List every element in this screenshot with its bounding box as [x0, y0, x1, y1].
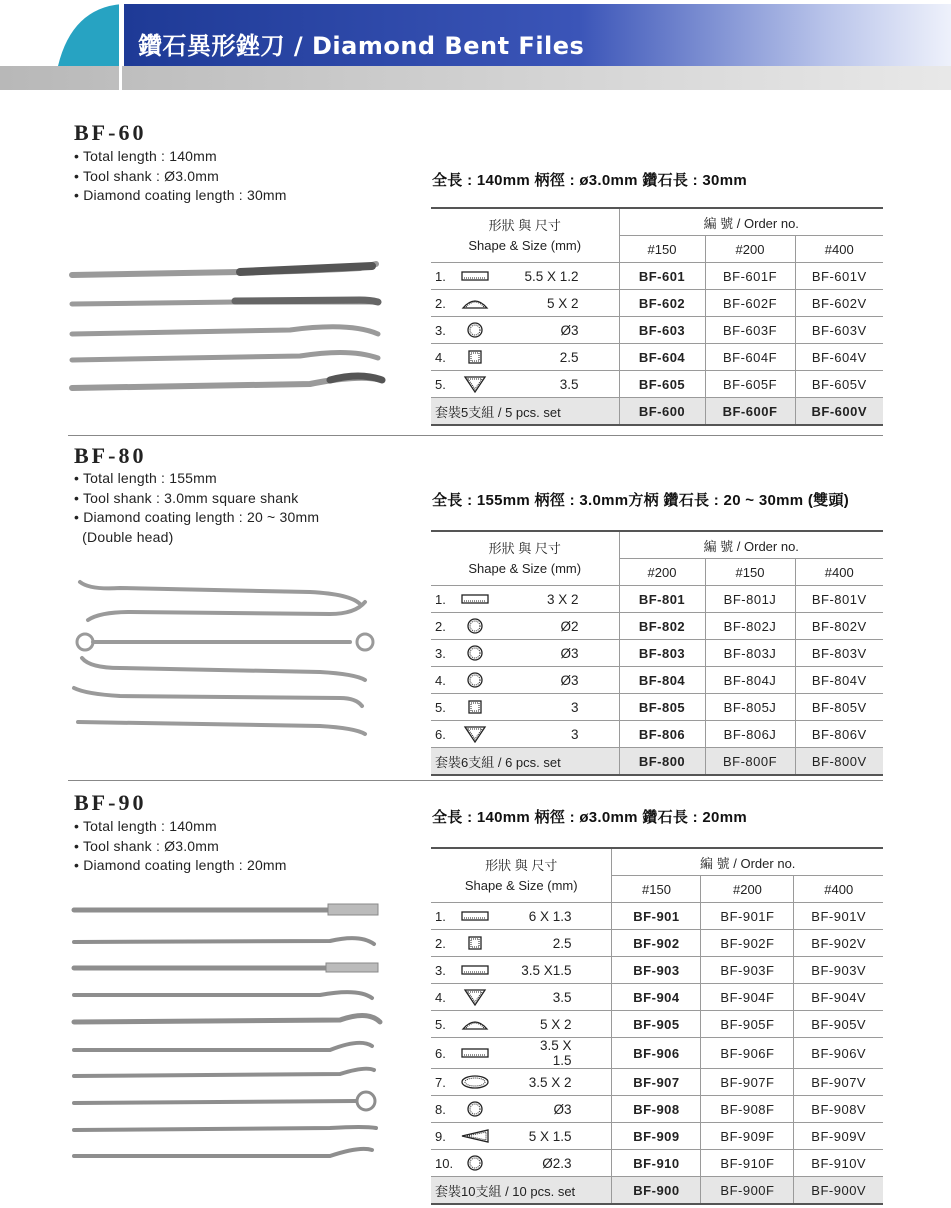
row-number: 2.	[431, 613, 459, 640]
table-body	[431, 263, 883, 426]
set-label: 套裝5支組 / 5 pcs. set	[431, 398, 619, 426]
order-code: BF-806J	[705, 721, 795, 748]
size-value: Ø3	[519, 317, 619, 344]
table-row	[431, 1011, 883, 1038]
order-code: BF-605V	[795, 371, 883, 398]
shape-icon-cell	[459, 721, 519, 748]
size-value: 2.5	[518, 930, 612, 957]
order-code: BF-601V	[795, 263, 883, 290]
grit-header: #200	[619, 559, 705, 586]
size-value: Ø2	[519, 613, 619, 640]
set-order-code: BF-800F	[705, 748, 795, 776]
size-value: 3	[519, 694, 619, 721]
table-row	[431, 1069, 883, 1096]
shape-icon-cell	[459, 984, 519, 1011]
order-code: BF-905F	[701, 1011, 794, 1038]
spec-item: • Tool shank : 3.0mm square shank	[74, 489, 299, 506]
spec-item: • Tool shank : Ø3.0mm	[74, 167, 220, 184]
section-divider	[68, 780, 883, 781]
table-row	[431, 694, 883, 721]
order-code: BF-602	[619, 290, 705, 317]
order-code: BF-806V	[795, 721, 883, 748]
order-code: BF-904F	[701, 984, 794, 1011]
table-row	[431, 1123, 883, 1150]
row-number: 2.	[431, 290, 459, 317]
shape-icon-cell	[459, 290, 519, 317]
half-round-shape-icon	[459, 294, 491, 312]
order-code: BF-902F	[701, 930, 794, 957]
spec-list	[74, 817, 287, 876]
order-code: BF-804V	[795, 667, 883, 694]
size-value: 3.5	[518, 984, 612, 1011]
rectangle-shape-icon	[459, 961, 491, 979]
table-row	[431, 640, 883, 667]
order-code: BF-905V	[794, 1011, 883, 1038]
shape-icon-cell	[459, 586, 519, 613]
table-body	[431, 586, 883, 776]
order-code: BF-901F	[701, 903, 794, 930]
triangle-shape-icon	[459, 988, 491, 1006]
shape-size-header	[431, 208, 619, 263]
section-divider	[68, 435, 883, 436]
row-number: 8.	[431, 1096, 459, 1123]
order-code: BF-904	[612, 984, 701, 1011]
order-table-bf-60	[431, 207, 883, 426]
row-number: 3.	[431, 957, 459, 984]
shape-icon-cell	[459, 1123, 519, 1150]
row-number: 7.	[431, 1069, 459, 1096]
row-number: 1.	[431, 263, 459, 290]
square-shape-icon	[459, 934, 491, 952]
order-code: BF-901V	[794, 903, 883, 930]
grit-header: #200	[701, 876, 794, 903]
set-order-code: BF-900	[612, 1177, 701, 1205]
section-title: BF-60	[74, 120, 147, 145]
shape-icon-cell	[459, 344, 519, 371]
row-number: 3.	[431, 640, 459, 667]
order-code: BF-906V	[794, 1038, 883, 1069]
set-label: 套裝6支組 / 6 pcs. set	[431, 748, 619, 776]
order-code: BF-803	[619, 640, 705, 667]
tool-illustration-bf-80	[60, 570, 390, 740]
shape-icon-cell	[459, 613, 519, 640]
round-shape-icon	[459, 617, 491, 635]
knife-shape-icon	[459, 1127, 491, 1145]
bent-files-image	[60, 250, 390, 410]
row-number: 5.	[431, 694, 459, 721]
shape-size-header-cn: 形狀 與 尺寸	[485, 857, 558, 873]
table-row	[431, 263, 883, 290]
order-code: BF-902V	[794, 930, 883, 957]
order-table-bf-90	[431, 847, 883, 1205]
order-code: BF-907	[612, 1069, 701, 1096]
order-code: BF-905	[612, 1011, 701, 1038]
set-row	[431, 398, 883, 426]
row-number: 1.	[431, 586, 459, 613]
shape-icon-cell	[459, 263, 519, 290]
shape-icon-cell	[459, 957, 519, 984]
shape-icon-cell	[459, 640, 519, 667]
tool-illustration-bf-90	[60, 898, 390, 1168]
page-title: 鑽石異形銼刀 / Diamond Bent Files	[138, 32, 585, 60]
set-row	[431, 748, 883, 776]
order-code: BF-605F	[705, 371, 795, 398]
size-value: 5 X 2	[519, 290, 619, 317]
shape-size-header-cn: 形狀 與 尺寸	[488, 540, 561, 556]
order-code: BF-907F	[701, 1069, 794, 1096]
chinese-spec-line: 全長 : 155mm 柄徑 : 3.0mm方柄 鑽石長 : 20 ~ 30mm (雙頭)	[432, 492, 850, 509]
shape-size-header-en: Shape & Size (mm)	[468, 237, 582, 253]
order-code: BF-603V	[795, 317, 883, 344]
size-value: 2.5	[519, 344, 619, 371]
order-code: BF-601F	[705, 263, 795, 290]
spec-item: • Diamond coating length : 20 ~ 30mm	[74, 509, 320, 525]
order-code: BF-804	[619, 667, 705, 694]
size-value: 3.5 X 2	[518, 1069, 612, 1096]
order-code: BF-601	[619, 263, 705, 290]
chinese-spec-line: 全長 : 140mm 柄徑 : ø3.0mm 鑽石長 : 20mm	[432, 809, 747, 826]
set-order-code: BF-900V	[794, 1177, 883, 1205]
size-value: 5 X 1.5	[518, 1123, 612, 1150]
size-value: 5 X 2	[518, 1011, 612, 1038]
spec-item: • Diamond coating length : 30mm	[74, 187, 287, 203]
order-no-header: 編 號 / Order no.	[612, 848, 883, 876]
size-value: 3.5	[519, 371, 619, 398]
size-value: 3	[519, 721, 619, 748]
table-row	[431, 1096, 883, 1123]
table-row	[431, 667, 883, 694]
square-shape-icon	[459, 698, 491, 716]
table-row	[431, 721, 883, 748]
table-row	[431, 586, 883, 613]
order-code: BF-907V	[794, 1069, 883, 1096]
order-code: BF-802	[619, 613, 705, 640]
size-value: Ø3	[519, 667, 619, 694]
shape-icon-cell	[459, 1150, 519, 1177]
grit-header: #150	[619, 236, 705, 263]
order-code: BF-908V	[794, 1096, 883, 1123]
grit-header: #150	[612, 876, 701, 903]
shape-icon-cell	[459, 317, 519, 344]
order-code: BF-805J	[705, 694, 795, 721]
order-code: BF-604F	[705, 344, 795, 371]
order-code: BF-906F	[701, 1038, 794, 1069]
table-row	[431, 1038, 883, 1069]
order-code: BF-910F	[701, 1150, 794, 1177]
shape-size-header-en: Shape & Size (mm)	[468, 560, 582, 576]
order-code: BF-802J	[705, 613, 795, 640]
order-code: BF-909	[612, 1123, 701, 1150]
shape-icon-cell	[459, 1096, 519, 1123]
spec-item: • Total length : 155mm	[74, 470, 217, 486]
spec-list	[74, 147, 287, 206]
chinese-spec-line: 全長 : 140mm 柄徑 : ø3.0mm 鑽石長 : 30mm	[432, 172, 747, 189]
round-shape-icon	[459, 321, 491, 339]
order-no-header: 編 號 / Order no.	[619, 531, 883, 559]
order-code: BF-803V	[795, 640, 883, 667]
table-row	[431, 930, 883, 957]
half-round-shape-icon	[459, 1015, 491, 1033]
order-code: BF-604V	[795, 344, 883, 371]
row-number: 10.	[431, 1150, 459, 1177]
triangle-shape-icon	[459, 725, 491, 743]
table-row	[431, 344, 883, 371]
order-code: BF-908F	[701, 1096, 794, 1123]
rectangle-shape-icon	[459, 267, 491, 285]
row-number: 9.	[431, 1123, 459, 1150]
shape-icon-cell	[459, 1069, 519, 1096]
row-number: 4.	[431, 984, 459, 1011]
order-code: BF-806	[619, 721, 705, 748]
spec-item: (Double head)	[74, 528, 174, 545]
order-code: BF-604	[619, 344, 705, 371]
size-value: 6 X 1.3	[518, 903, 612, 930]
order-code: BF-801	[619, 586, 705, 613]
row-number: 3.	[431, 317, 459, 344]
row-number: 5.	[431, 371, 459, 398]
order-code: BF-801V	[795, 586, 883, 613]
size-value: 5.5 X 1.2	[519, 263, 619, 290]
table-row	[431, 984, 883, 1011]
order-code: BF-805V	[795, 694, 883, 721]
shape-icon-cell	[459, 667, 519, 694]
shape-size-header-en: Shape & Size (mm)	[464, 877, 578, 893]
order-code: BF-805	[619, 694, 705, 721]
row-number: 6.	[431, 1038, 459, 1069]
order-code: BF-902	[612, 930, 701, 957]
double-head-files-image	[60, 570, 390, 740]
grit-header: #150	[705, 559, 795, 586]
row-number: 5.	[431, 1011, 459, 1038]
order-code: BF-906	[612, 1038, 701, 1069]
order-code: BF-903F	[701, 957, 794, 984]
round-shape-icon	[459, 671, 491, 689]
page-header	[0, 0, 951, 92]
set-order-code: BF-600V	[795, 398, 883, 426]
spec-item: • Total length : 140mm	[74, 148, 217, 164]
round-shape-icon	[459, 644, 491, 662]
size-value: Ø3	[518, 1096, 612, 1123]
set-row	[431, 1177, 883, 1205]
set-order-code: BF-800V	[795, 748, 883, 776]
grit-header: #400	[794, 876, 883, 903]
row-number: 4.	[431, 344, 459, 371]
size-value: 3.5 X 1.5	[518, 1038, 612, 1069]
set-label: 套裝10支組 / 10 pcs. set	[431, 1177, 612, 1205]
table-row	[431, 957, 883, 984]
set-order-code: BF-600	[619, 398, 705, 426]
order-code: BF-909F	[701, 1123, 794, 1150]
shape-icon-cell	[459, 903, 519, 930]
spec-list	[74, 469, 319, 547]
triangle-shape-icon	[459, 375, 491, 393]
shape-size-header-cn: 形狀 與 尺寸	[488, 217, 561, 233]
order-code: BF-903V	[794, 957, 883, 984]
shape-icon-cell	[459, 1038, 519, 1069]
order-code: BF-908	[612, 1096, 701, 1123]
table-body	[431, 903, 883, 1205]
table-row	[431, 1150, 883, 1177]
order-code: BF-904V	[794, 984, 883, 1011]
spec-item: • Total length : 140mm	[74, 818, 217, 834]
round-shape-icon	[459, 1154, 491, 1172]
order-table-bf-80	[431, 530, 883, 776]
row-number: 6.	[431, 721, 459, 748]
rectangle-shape-icon	[459, 907, 491, 925]
shape-size-header	[431, 848, 612, 903]
order-code: BF-910V	[794, 1150, 883, 1177]
table-row	[431, 613, 883, 640]
grit-header: #400	[795, 559, 883, 586]
set-order-code: BF-800	[619, 748, 705, 776]
table-row	[431, 290, 883, 317]
shape-size-header	[431, 531, 619, 586]
grit-header: #400	[795, 236, 883, 263]
size-value: 3 X 2	[519, 586, 619, 613]
shape-icon-cell	[459, 694, 519, 721]
order-code: BF-909V	[794, 1123, 883, 1150]
rectangle-shape-icon	[459, 1044, 491, 1062]
table-row	[431, 371, 883, 398]
order-code: BF-603F	[705, 317, 795, 344]
row-number: 2.	[431, 930, 459, 957]
section-title: BF-90	[74, 790, 147, 815]
order-code: BF-903	[612, 957, 701, 984]
shape-icon-cell	[459, 1011, 519, 1038]
order-code: BF-803J	[705, 640, 795, 667]
shape-icon-cell	[459, 930, 519, 957]
set-order-code: BF-900F	[701, 1177, 794, 1205]
row-number: 4.	[431, 667, 459, 694]
size-value: Ø2.3	[518, 1150, 612, 1177]
set-order-code: BF-600F	[705, 398, 795, 426]
shape-icon-cell	[459, 371, 519, 398]
order-code: BF-802V	[795, 613, 883, 640]
order-code: BF-901	[612, 903, 701, 930]
order-code: BF-804J	[705, 667, 795, 694]
square-shape-icon	[459, 348, 491, 366]
order-code: BF-603	[619, 317, 705, 344]
grit-header: #200	[705, 236, 795, 263]
spec-item: • Tool shank : Ø3.0mm	[74, 837, 220, 854]
round-shape-icon	[459, 1100, 491, 1118]
size-value: Ø3	[519, 640, 619, 667]
order-code: BF-602F	[705, 290, 795, 317]
oval-shape-icon	[459, 1073, 491, 1091]
order-no-header: 編 號 / Order no.	[619, 208, 883, 236]
size-value: 3.5 X1.5	[518, 957, 612, 984]
table-row	[431, 903, 883, 930]
spec-item: • Diamond coating length : 20mm	[74, 857, 287, 873]
order-code: BF-801J	[705, 586, 795, 613]
table-row	[431, 317, 883, 344]
row-number: 1.	[431, 903, 459, 930]
tool-illustration-bf-60	[60, 250, 390, 410]
order-code: BF-605	[619, 371, 705, 398]
rectangle-shape-icon	[459, 590, 491, 608]
order-code: BF-910	[612, 1150, 701, 1177]
order-code: BF-602V	[795, 290, 883, 317]
bent-files-image	[60, 898, 390, 1168]
section-title: BF-80	[74, 443, 147, 468]
